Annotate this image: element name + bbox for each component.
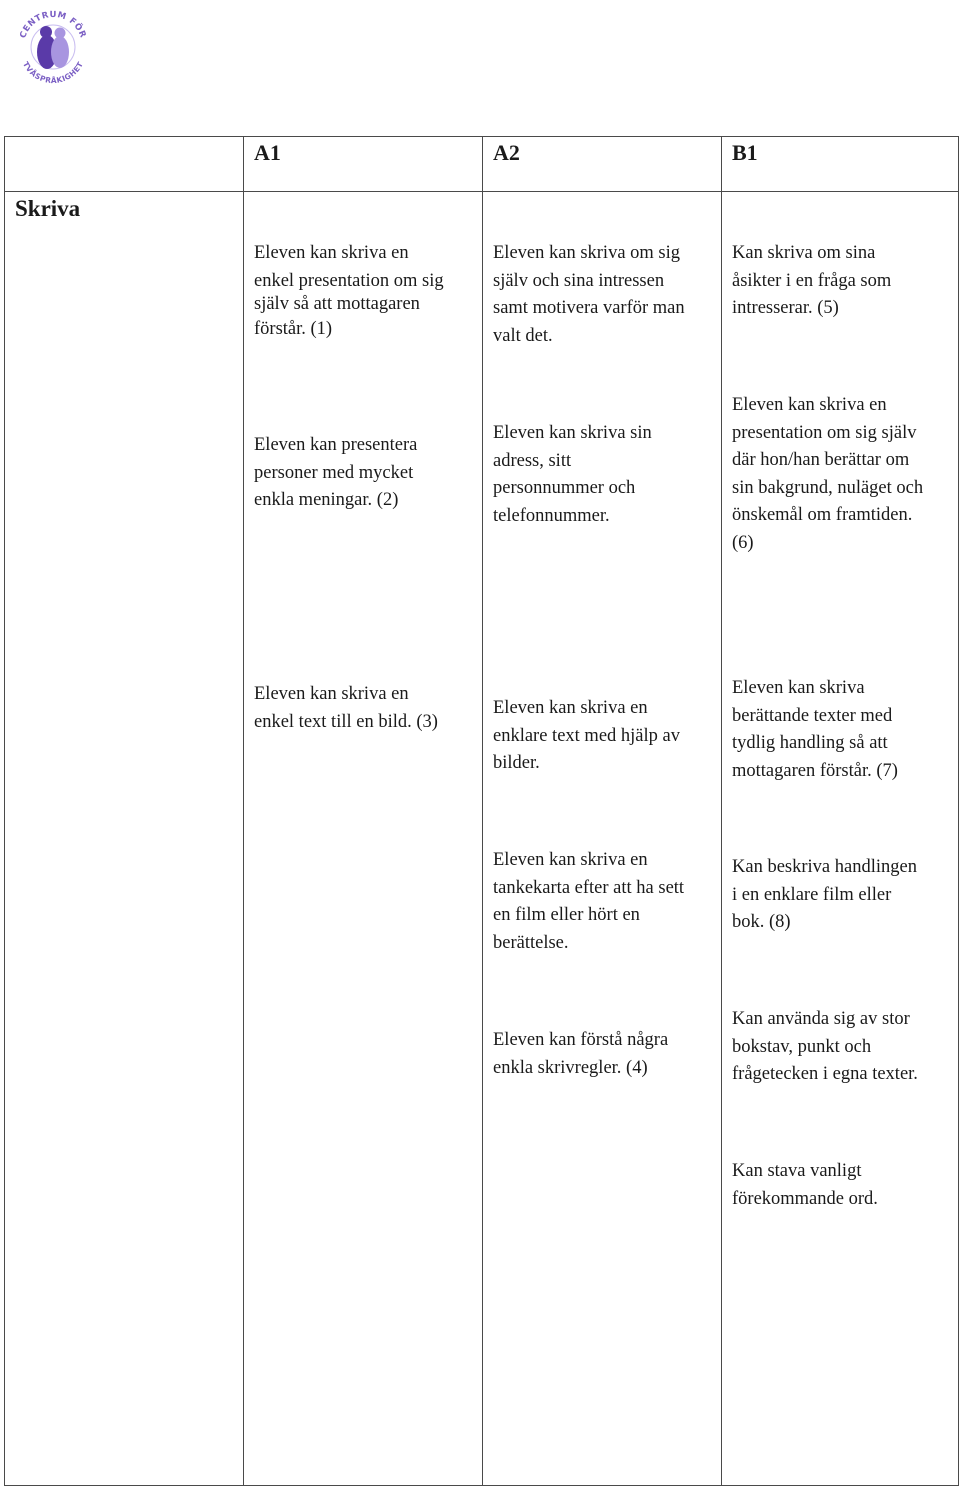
a1-goal-2 [254, 432, 417, 515]
text-line: Eleven kan skriva en [493, 698, 648, 718]
a2-goal-3 [493, 695, 680, 778]
text-line: där hon/han berättar om [732, 450, 910, 470]
b1-goal-6 [732, 392, 923, 557]
b1-goal-spelling [732, 1158, 878, 1213]
column-header-a1: A1 [254, 140, 281, 165]
text-line: berättelse. [493, 932, 569, 953]
logo-bottom-text: TVÅSPRÅKIGHET [21, 60, 85, 86]
a2-goal-4 [493, 847, 684, 957]
text-line: enklare text med hjälp av [493, 725, 680, 746]
a1-goal-1 [254, 240, 444, 343]
text-line: bok. (8) [732, 912, 791, 932]
text-line: i en enklare film eller [732, 884, 892, 905]
a2-goal-1 [493, 240, 685, 350]
text-line: själv och sina intressen [493, 270, 665, 291]
text-line: Eleven kan skriva sin [493, 423, 652, 443]
section-label-skriva: Skriva [15, 196, 81, 221]
column-header-a2: A2 [493, 140, 520, 165]
skills-table [4, 136, 959, 1486]
text-line: intresserar. (5) [732, 298, 839, 318]
text-line: frågetecken i egna texter. [732, 1064, 918, 1084]
logo-centrum-for-tvasprakighet [14, 2, 92, 92]
a1-goal-3 [254, 681, 438, 736]
text-line: (6) [732, 532, 754, 553]
text-line: Eleven kan förstå några [493, 1030, 669, 1050]
text-line: Kan stava vanligt [732, 1161, 862, 1181]
text-line: Eleven kan skriva en [254, 684, 409, 704]
text-line: enkel text till en bild. (3) [254, 711, 438, 732]
logo-top-text: CENTRUM FÖR [18, 9, 88, 40]
logo-emblem [14, 2, 92, 92]
text-line: Eleven kan skriva om sig [493, 243, 681, 263]
text-line: personnummer och [493, 478, 636, 498]
text-line: tankekarta efter att ha sett [493, 877, 685, 898]
text-line: bilder. [493, 753, 540, 773]
text-line: bokstav, punkt och [732, 1036, 872, 1057]
text-line: Eleven kan presentera [254, 435, 418, 455]
text-line: åsikter i en fråga som [732, 270, 892, 291]
text-line: Kan använda sig av stor [732, 1009, 910, 1029]
b1-goal-punctuation [732, 1006, 918, 1089]
b1-goal-5 [732, 240, 891, 323]
column-divider-b1 [721, 137, 722, 1485]
text-line: Eleven kan skriva en [254, 243, 409, 263]
text-line: sin bakgrund, nuläget och [732, 477, 924, 498]
b1-goal-7 [732, 675, 898, 785]
text-line: Eleven kan skriva en [493, 850, 648, 870]
text-line: enkla skrivregler. (4) [493, 1057, 648, 1078]
text-line: Eleven kan skriva en [732, 395, 887, 415]
text-line: själv så att mottagaren [254, 294, 420, 314]
text-line: Kan beskriva handlingen [732, 857, 917, 877]
text-line: adress, sitt [493, 450, 572, 471]
b1-goal-8 [732, 854, 917, 937]
column-header-b1: B1 [732, 140, 758, 165]
text-line: mottagaren förstår. (7) [732, 760, 898, 781]
text-line: berättande texter med [732, 705, 893, 726]
text-line: samt motivera varför man [493, 298, 685, 318]
column-divider-a1 [243, 137, 244, 1485]
text-line: enkla meningar. (2) [254, 490, 399, 510]
text-line: en film eller hört en [493, 905, 640, 925]
text-line: personer med mycket [254, 462, 414, 483]
text-line: tydlig handling så att [732, 733, 888, 753]
a2-goal-2 [493, 420, 652, 530]
text-line: enkel presentation om sig [254, 270, 444, 291]
column-divider-a2 [482, 137, 483, 1485]
text-line: förekommande ord. [732, 1188, 878, 1209]
text-line: önskemål om framtiden. [732, 505, 913, 525]
text-line: Kan skriva om sina [732, 243, 876, 263]
text-line: förstår. (1) [254, 318, 333, 339]
text-line: valt det. [493, 325, 553, 346]
text-line: presentation om sig själv [732, 422, 917, 443]
text-line: telefonnummer. [493, 505, 610, 526]
text-line: Eleven kan skriva [732, 678, 865, 698]
a2-goal-5 [493, 1027, 668, 1082]
